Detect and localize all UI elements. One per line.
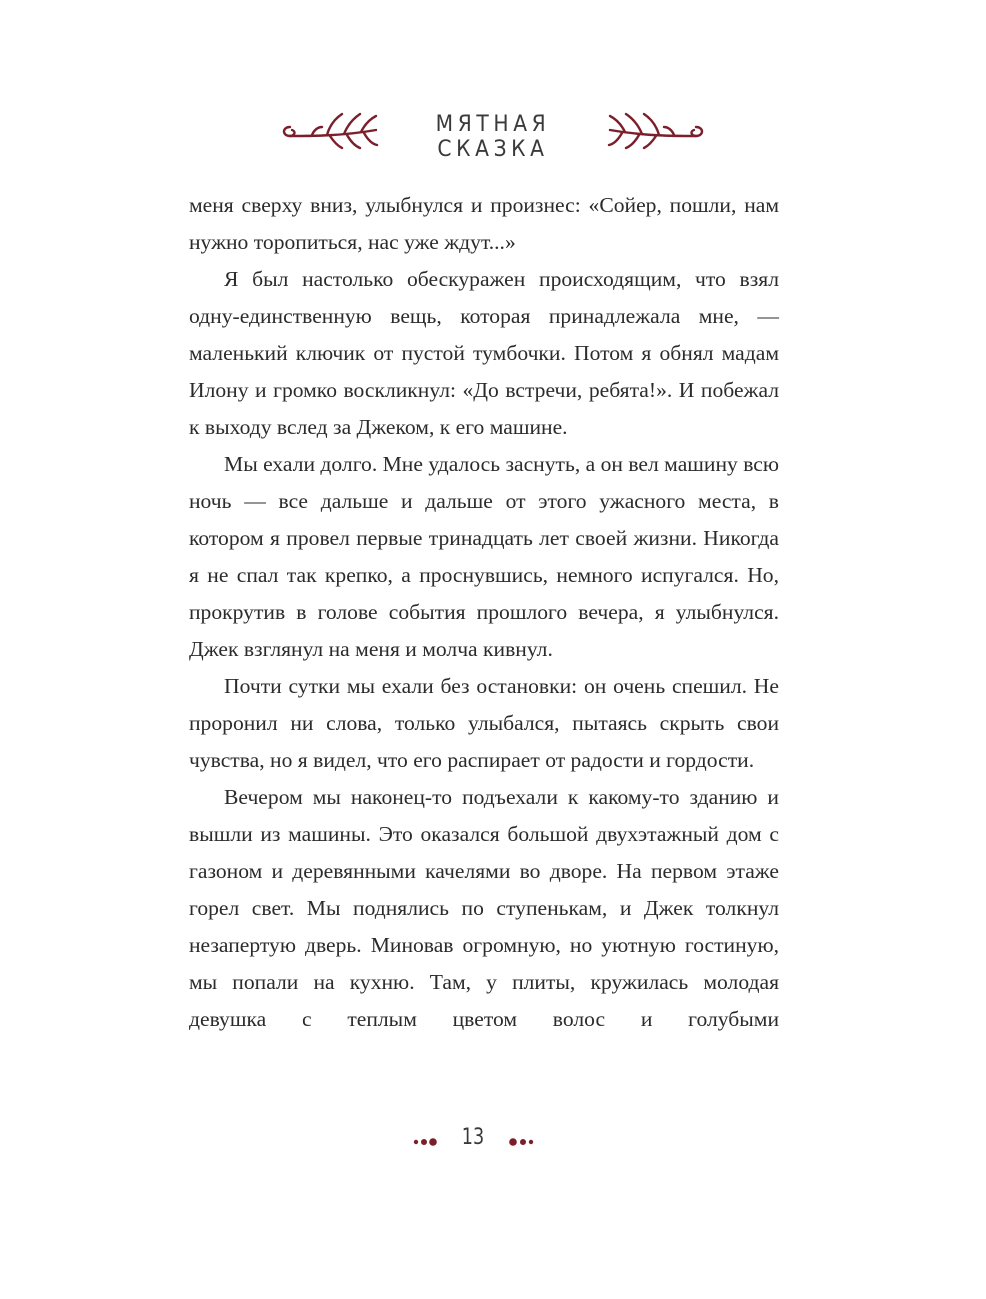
right-dots-icon [506, 1132, 536, 1152]
body-text [189, 187, 779, 1038]
left-ornament-icon [272, 100, 392, 160]
paragraph: Вечером мы наконец-то подъехали к какому-то зданию и вышли из машины. Это оказался большой двухэтажный дом с газоном и деревянными качелями во дворе. На первом этаже горел свет. Мы поднялись по ступенькам, и Джек толкнул незапертую дверь. Миновав огромную, но уютную гостиную, мы попали на кухню. Там, у плиты, кружилась молодая девушка с теплым цветом волос и голубыми [189, 785, 779, 1031]
left-dots-icon [412, 1132, 442, 1152]
paragraph: меня сверху вниз, улыбнулся и произнес: «Сойер, пошли, нам нужно торопиться, нас уже ждут...» [189, 193, 779, 254]
page-number: 13 [461, 1125, 485, 1150]
book-title: МЯТНАЯ СКАЗКА [435, 112, 551, 162]
paragraph: Я был настолько обескуражен происходящим, что взял одну-единственную вещь, которая принадлежала мне, — маленький ключик от пустой тумбочки. Потом я обнял мадам Илону и громко воскликнул: «До встречи, ребята!». И побежал к выходу вслед за Джеком, к его машине. [189, 267, 779, 439]
right-ornament-icon [594, 100, 714, 160]
paragraph: Мы ехали долго. Мне удалось заснуть, а он вел машину всю ночь — все дальше и дальше от этого ужасного места, в котором я провел первые тринадцать лет своей жизни. Никогда я не спал так крепко, а проснувшись, немного испугался. Но, прокрутив в голове события прошлого вечера, я улыбнулся. Джек взглянул на меня и молча кивнул. [189, 452, 780, 661]
paragraph: Почти сутки мы ехали без остановки: он очень спешил. Не проронил ни слова, только улыбался, пытаясь скрыть свои чувства, но я видел, что его распирает от радости и гордости. [189, 674, 779, 772]
